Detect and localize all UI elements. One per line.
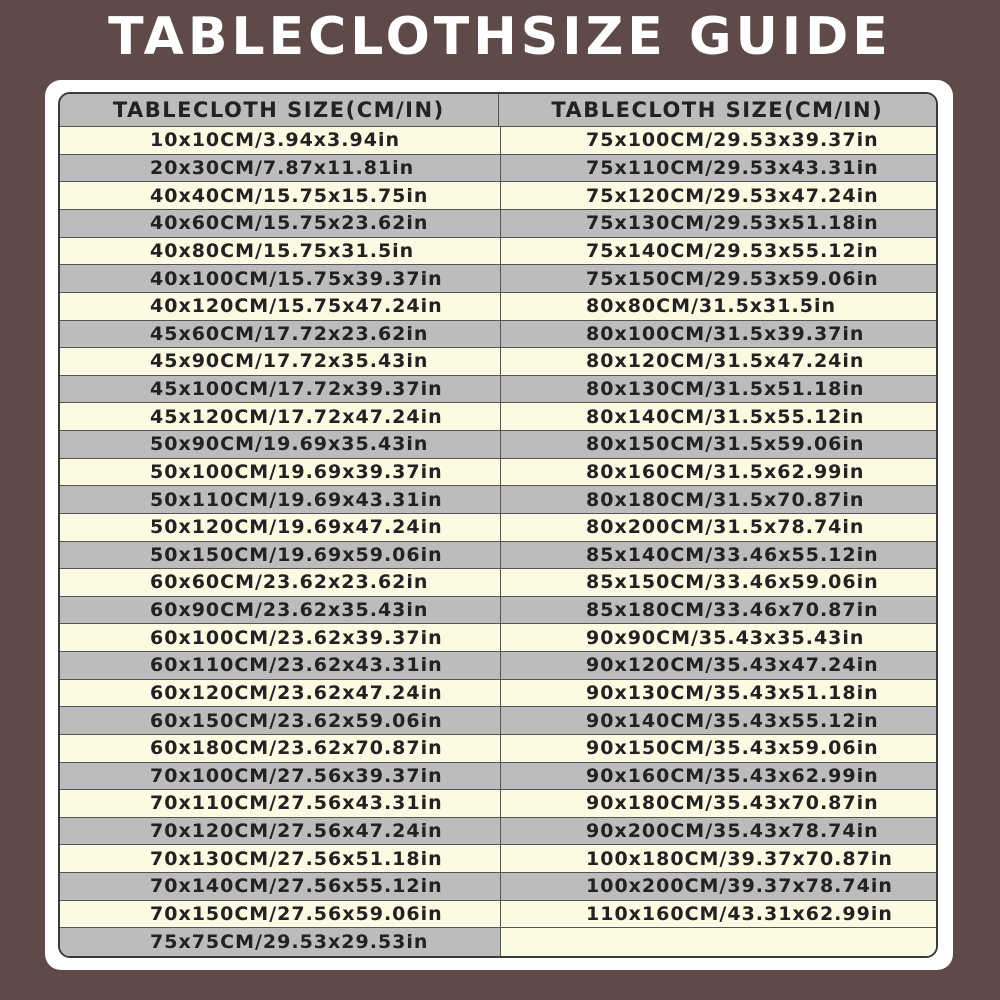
size-cell-right: 80x140CM/31.5x55.12in bbox=[501, 403, 936, 431]
size-cell-left: 40x60CM/15.75x23.62in bbox=[60, 210, 501, 238]
table-row bbox=[60, 652, 936, 680]
size-cell-left: 40x120CM/15.75x47.24in bbox=[60, 293, 501, 321]
size-cell-left: 50x100CM/19.69x39.37in bbox=[60, 459, 501, 487]
size-cell-right: 90x150CM/35.43x59.06in bbox=[501, 735, 936, 763]
size-cell-left: 60x110CM/23.62x43.31in bbox=[60, 652, 501, 680]
table-row bbox=[60, 790, 936, 818]
table-row bbox=[60, 348, 936, 376]
table-row bbox=[60, 155, 936, 183]
table-row bbox=[60, 182, 936, 210]
size-cell-right: 90x90CM/35.43x35.43in bbox=[501, 624, 936, 652]
table-row bbox=[60, 818, 936, 846]
size-cell-left: 50x150CM/19.69x59.06in bbox=[60, 542, 501, 570]
table-row bbox=[60, 321, 936, 349]
table-row bbox=[60, 928, 936, 956]
size-cell-right: 75x110CM/29.53x43.31in bbox=[501, 155, 936, 183]
size-cell-left: 60x90CM/23.62x35.43in bbox=[60, 597, 501, 625]
table-row bbox=[60, 403, 936, 431]
column-header-left: TABLECLOTH SIZE(CM/IN) bbox=[60, 94, 499, 127]
table-row bbox=[60, 293, 936, 321]
size-cell-left: 70x140CM/27.56x55.12in bbox=[60, 873, 501, 901]
size-guide-card bbox=[45, 80, 953, 970]
size-cell-left: 60x120CM/23.62x47.24in bbox=[60, 680, 501, 708]
table-row bbox=[60, 624, 936, 652]
table-row bbox=[60, 542, 936, 570]
size-cell-right: 85x150CM/33.46x59.06in bbox=[501, 569, 936, 597]
size-cell-right: 75x120CM/29.53x47.24in bbox=[501, 182, 936, 210]
size-cell-left: 40x80CM/15.75x31.5in bbox=[60, 238, 501, 266]
size-cell-right: 80x80CM/31.5x31.5in bbox=[501, 293, 936, 321]
table-row bbox=[60, 486, 936, 514]
size-cell-left: 45x90CM/17.72x35.43in bbox=[60, 348, 501, 376]
size-cell-right: 75x130CM/29.53x51.18in bbox=[501, 210, 936, 238]
size-cell-right: 90x130CM/35.43x51.18in bbox=[501, 680, 936, 708]
table-row bbox=[60, 597, 936, 625]
size-cell-right: 110x160CM/43.31x62.99in bbox=[501, 901, 936, 929]
size-cell-left: 70x100CM/27.56x39.37in bbox=[60, 763, 501, 791]
size-cell-left: 75x75CM/29.53x29.53in bbox=[60, 928, 501, 956]
table-row bbox=[60, 845, 936, 873]
size-cell-right: 80x100CM/31.5x39.37in bbox=[501, 321, 936, 349]
size-cell-left: 40x100CM/15.75x39.37in bbox=[60, 265, 501, 293]
size-cell-right: 85x180CM/33.46x70.87in bbox=[501, 597, 936, 625]
table-row bbox=[60, 431, 936, 459]
size-cell-right: 80x130CM/31.5x51.18in bbox=[501, 376, 936, 404]
size-cell-left: 20x30CM/7.87x11.81in bbox=[60, 155, 501, 183]
table-row bbox=[60, 901, 936, 929]
size-cell-right: 80x200CM/31.5x78.74in bbox=[501, 514, 936, 542]
table-row bbox=[60, 707, 936, 735]
table-row bbox=[60, 127, 936, 155]
table-row bbox=[60, 680, 936, 708]
size-cell-right: 80x160CM/31.5x62.99in bbox=[501, 459, 936, 487]
table-row bbox=[60, 459, 936, 487]
size-cell-left: 50x90CM/19.69x35.43in bbox=[60, 431, 501, 459]
table-row bbox=[60, 265, 936, 293]
size-cell-right: 90x120CM/35.43x47.24in bbox=[501, 652, 936, 680]
size-cell-left: 60x100CM/23.62x39.37in bbox=[60, 624, 501, 652]
size-cell-left: 50x120CM/19.69x47.24in bbox=[60, 514, 501, 542]
size-cell-right: 100x200CM/39.37x78.74in bbox=[501, 873, 936, 901]
table-row bbox=[60, 210, 936, 238]
size-cell-left: 60x60CM/23.62x23.62in bbox=[60, 569, 501, 597]
table-row bbox=[60, 735, 936, 763]
size-cell-left: 70x130CM/27.56x51.18in bbox=[60, 845, 501, 873]
size-cell-left: 50x110CM/19.69x43.31in bbox=[60, 486, 501, 514]
size-cell-right: 90x160CM/35.43x62.99in bbox=[501, 763, 936, 791]
size-cell-right: 75x100CM/29.53x39.37in bbox=[501, 127, 936, 155]
size-cell-left: 70x120CM/27.56x47.24in bbox=[60, 818, 501, 846]
size-cell-left: 70x110CM/27.56x43.31in bbox=[60, 790, 501, 818]
size-cell-left: 45x120CM/17.72x47.24in bbox=[60, 403, 501, 431]
size-cell-right: 90x180CM/35.43x70.87in bbox=[501, 790, 936, 818]
size-cell-right: 90x200CM/35.43x78.74in bbox=[501, 818, 936, 846]
size-cell-left: 60x180CM/23.62x70.87in bbox=[60, 735, 501, 763]
size-cell-left: 70x150CM/27.56x59.06in bbox=[60, 901, 501, 929]
table-row bbox=[60, 514, 936, 542]
size-cell-left: 45x60CM/17.72x23.62in bbox=[60, 321, 501, 349]
table-row bbox=[60, 763, 936, 791]
table-row bbox=[60, 873, 936, 901]
size-table bbox=[58, 92, 938, 958]
size-cell-right: 80x120CM/31.5x47.24in bbox=[501, 348, 936, 376]
page-title: TABLECLOTHSIZE GUIDE bbox=[108, 7, 892, 67]
table-row bbox=[60, 238, 936, 266]
table-row bbox=[60, 569, 936, 597]
size-cell-right: 75x140CM/29.53x55.12in bbox=[501, 238, 936, 266]
size-cell-left: 40x40CM/15.75x15.75in bbox=[60, 182, 501, 210]
size-cell-right: 80x150CM/31.5x59.06in bbox=[501, 431, 936, 459]
size-cell-left: 60x150CM/23.62x59.06in bbox=[60, 707, 501, 735]
table-header-row bbox=[60, 94, 936, 127]
size-cell-right: 75x150CM/29.53x59.06in bbox=[501, 265, 936, 293]
size-cell-left: 45x100CM/17.72x39.37in bbox=[60, 376, 501, 404]
table-row bbox=[60, 376, 936, 404]
size-cell-right: 85x140CM/33.46x55.12in bbox=[501, 542, 936, 570]
size-cell-right: 100x180CM/39.37x70.87in bbox=[501, 845, 936, 873]
size-cell-right: 90x140CM/35.43x55.12in bbox=[501, 707, 936, 735]
size-cell-right: 80x180CM/31.5x70.87in bbox=[501, 486, 936, 514]
size-cell-left: 10x10CM/3.94x3.94in bbox=[60, 127, 501, 155]
column-header-right: TABLECLOTH SIZE(CM/IN) bbox=[499, 94, 937, 127]
size-cell-right bbox=[501, 928, 936, 956]
